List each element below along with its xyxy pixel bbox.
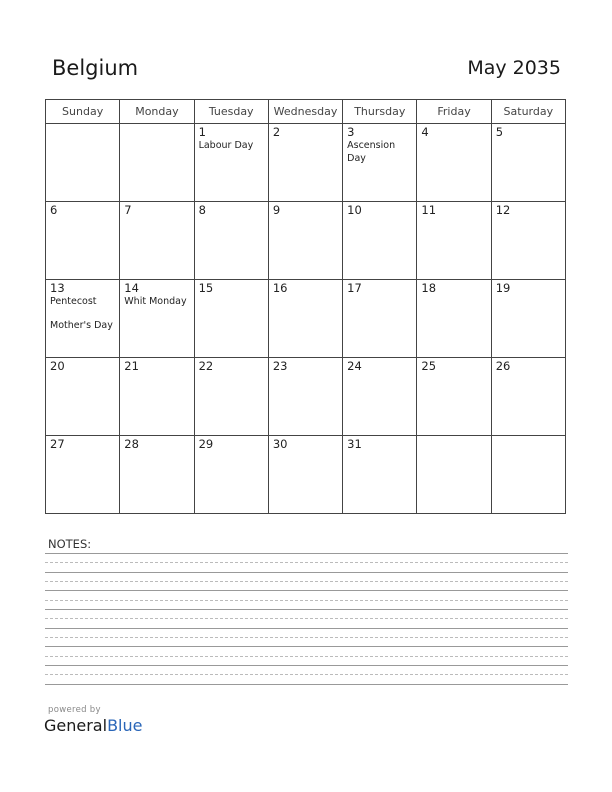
day-cell (268, 280, 342, 358)
day-cell (343, 280, 417, 358)
day-number: 30 (272, 437, 288, 451)
day-cell (268, 124, 342, 202)
day-cell (268, 358, 342, 436)
day-cell (194, 280, 268, 358)
day-cell (268, 436, 342, 514)
week-row (46, 202, 566, 280)
notes-line (45, 665, 568, 666)
day-number: 14 (124, 281, 139, 295)
day-cell (491, 202, 565, 280)
week-row (46, 124, 566, 202)
day-number: 5 (495, 125, 504, 139)
day-number: 3 (347, 125, 355, 139)
day-cell (417, 202, 491, 280)
logo-general: General (44, 716, 108, 735)
day-cell (46, 280, 120, 358)
day-cell (491, 280, 565, 358)
day-cell (46, 202, 120, 280)
notes-line (45, 628, 568, 629)
day-cell (268, 202, 342, 280)
day-number: 15 (198, 281, 214, 295)
day-number: 2 (272, 125, 281, 139)
holiday-label: Labour Day (198, 140, 254, 151)
day-number: 7 (124, 203, 132, 217)
day-cell (46, 358, 120, 436)
day-cell (343, 124, 417, 202)
day-cell (343, 358, 417, 436)
weekday-header: Friday (417, 100, 491, 124)
notes-guide-line (45, 656, 568, 657)
weekday-header: Tuesday (194, 100, 268, 124)
day-number: 19 (495, 281, 511, 295)
notes-guide-line (45, 674, 568, 675)
holiday-label: Pentecost (50, 296, 97, 307)
day-number: 24 (347, 359, 362, 373)
month-year-title: May 2035 (467, 57, 561, 79)
day-cell (417, 280, 491, 358)
notes-line (45, 609, 568, 610)
notes-label: NOTES: (48, 537, 92, 551)
notes-line (45, 590, 568, 591)
day-number: 21 (124, 359, 139, 373)
day-number: 10 (347, 203, 362, 217)
generalblue-logo[interactable] (44, 716, 142, 735)
notes-guide-line (45, 637, 568, 638)
weekday-header: Monday (120, 100, 194, 124)
weekday-header: Sunday (46, 100, 120, 124)
week-row (46, 358, 566, 436)
holiday-label: Mother's Day (50, 320, 113, 331)
notes-line (45, 646, 568, 647)
notes-line (45, 553, 568, 554)
day-cell (491, 124, 565, 202)
logo-blue: Blue (107, 716, 143, 735)
day-cell (491, 358, 565, 436)
day-number: 6 (50, 203, 58, 217)
day-cell (343, 436, 417, 514)
country-title: Belgium (52, 56, 139, 80)
day-number: 28 (124, 437, 139, 451)
day-number: 13 (50, 281, 65, 295)
day-number: 29 (198, 437, 214, 451)
holiday-label: Ascension Day (347, 140, 396, 164)
day-number: 12 (495, 203, 511, 217)
empty-day-cell (491, 436, 565, 514)
day-cell (120, 202, 194, 280)
day-cell (194, 202, 268, 280)
powered-by-label: powered by (48, 705, 101, 715)
day-cell (120, 358, 194, 436)
day-number: 9 (272, 203, 281, 217)
weekday-header: Thursday (343, 100, 417, 124)
notes-guide-line (45, 562, 568, 563)
empty-day-cell (417, 436, 491, 514)
day-cell (120, 280, 194, 358)
day-number: 22 (198, 359, 214, 373)
day-number: 1 (198, 125, 206, 139)
calendar-grid (45, 99, 566, 514)
day-cell (120, 436, 194, 514)
empty-day-cell (120, 124, 194, 202)
day-number: 27 (50, 437, 65, 451)
day-number: 16 (272, 281, 288, 295)
weekday-header: Saturday (491, 100, 565, 124)
weekday-header: Wednesday (268, 100, 342, 124)
day-cell (194, 124, 268, 202)
day-number: 4 (421, 125, 429, 139)
holiday-label: Whit Monday (124, 296, 187, 307)
weekday-header-row (46, 100, 566, 124)
day-number: 20 (50, 359, 65, 373)
notes-guide-line (45, 600, 568, 601)
day-number: 25 (421, 359, 437, 373)
day-cell (194, 436, 268, 514)
notes-line (45, 684, 568, 685)
day-cell (46, 436, 120, 514)
day-cell (417, 124, 491, 202)
day-cell (417, 358, 491, 436)
week-row (46, 436, 566, 514)
day-number: 11 (421, 203, 437, 217)
day-number: 31 (347, 437, 362, 451)
day-cell (343, 202, 417, 280)
day-cell (194, 358, 268, 436)
week-row (46, 280, 566, 358)
notes-line (45, 572, 568, 573)
day-number: 17 (347, 281, 362, 295)
empty-day-cell (46, 124, 120, 202)
day-number: 23 (272, 359, 288, 373)
notes-guide-line (45, 618, 568, 619)
day-number: 18 (421, 281, 437, 295)
day-number: 8 (198, 203, 206, 217)
notes-guide-line (45, 581, 568, 582)
day-number: 26 (495, 359, 511, 373)
